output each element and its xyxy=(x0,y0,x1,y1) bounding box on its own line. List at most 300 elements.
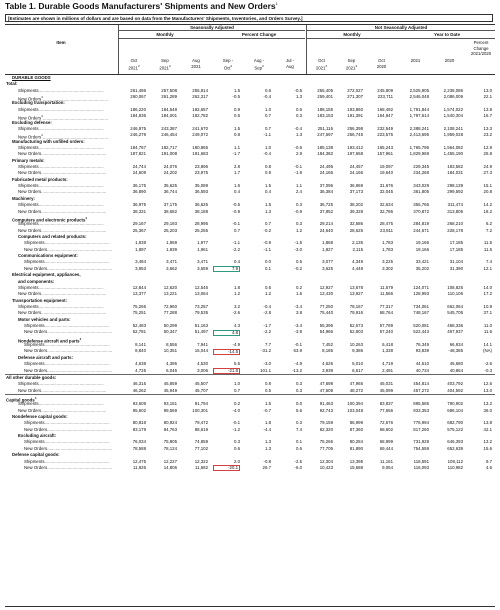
leader-dots: ...................................................... xyxy=(41,208,107,214)
leader-dots: ...................................................... xyxy=(44,361,110,367)
row-label-text: New Orders xyxy=(18,208,42,214)
data-cell: 36,384 xyxy=(319,189,333,195)
data-cell: 32,586 xyxy=(349,221,363,227)
data-cell: 23,896 xyxy=(194,164,208,170)
data-cell: 24,076 xyxy=(163,164,177,170)
row-label-text: New Orders xyxy=(24,329,48,335)
column-header-line1: Oct xyxy=(130,58,138,63)
data-cell: 246,975 xyxy=(130,125,146,131)
column-header xyxy=(119,58,149,71)
data-cell: 520,081 xyxy=(413,323,429,329)
column-header xyxy=(433,58,466,64)
leader-dots: ...................................................... xyxy=(44,323,110,329)
data-cell: 36.0 xyxy=(483,407,492,413)
row-label-text: Nondefense aircraft and parts xyxy=(18,338,80,344)
data-cell: 197,658 xyxy=(347,151,363,157)
data-cell: 1.8 xyxy=(264,420,271,426)
row-label-text: New Orders xyxy=(18,96,42,102)
data-cell: 0.7 xyxy=(233,387,240,393)
data-cell: 12,475 xyxy=(132,458,146,464)
data-cell: -1.1 xyxy=(263,246,271,252)
data-cell: -2.6 xyxy=(484,361,492,367)
data-cell: 1.2 xyxy=(233,291,240,297)
row-label-text: Electrical equipment, appliances, xyxy=(12,272,81,278)
data-cell: 229,345 xyxy=(413,164,429,170)
leader-dots: ...................................................... xyxy=(47,426,113,432)
row-label-text: New Orders xyxy=(24,265,48,271)
data-cell: 0.3 xyxy=(295,420,302,426)
data-cell: 183,582 xyxy=(447,164,463,170)
column-header-year: Oct xyxy=(223,65,231,71)
data-cell: 361,805 xyxy=(413,189,429,195)
data-cell: 180,865 xyxy=(192,144,208,150)
data-cell: 5.5 xyxy=(233,361,240,367)
leader-dots: ...................................................... xyxy=(44,342,110,348)
data-cell: 25,367 xyxy=(132,227,146,233)
data-cell: 24,166 xyxy=(349,170,363,176)
nsa-monthly-header: Monthly xyxy=(343,32,361,37)
data-cell: -0.4 xyxy=(263,303,271,309)
data-cell: 78,167 xyxy=(349,303,363,309)
data-cell: 0.3 xyxy=(295,387,302,393)
highlighted-cell: 4.8 xyxy=(213,330,240,336)
data-cell: 36,744 xyxy=(163,189,177,195)
data-cell: 2.0 xyxy=(233,458,240,464)
not-seasonally-adjusted-header: Not Seasonally Adjusted xyxy=(307,25,495,31)
data-cell: -0.6 xyxy=(294,144,302,150)
item-column-header: Item xyxy=(56,40,66,45)
column-header-line2 xyxy=(213,64,243,71)
data-cell: -0.5 xyxy=(232,94,240,100)
data-cell: -31.2 xyxy=(261,348,271,354)
row-label-text: Shipments xyxy=(24,420,45,426)
row-label-text: Shipments xyxy=(18,202,39,208)
data-cell: 0.5 xyxy=(295,259,302,265)
data-cell: 12,322 xyxy=(194,458,208,464)
data-cell: -0.5 xyxy=(294,87,302,93)
table-title xyxy=(5,1,278,11)
data-cell: -4.0 xyxy=(232,407,240,413)
data-cell: 0.8 xyxy=(233,132,240,138)
data-cell: 545,705 xyxy=(447,310,463,316)
data-cell: 2,413,695 xyxy=(409,132,429,138)
leader-dots: ...................................................... xyxy=(42,134,109,140)
data-cell: 68,602 xyxy=(379,426,393,432)
data-cell: 14,806 xyxy=(163,464,177,470)
data-cell: 108,825 xyxy=(447,284,463,290)
data-cell: 13.8 xyxy=(483,106,492,112)
data-cell: 1.3 xyxy=(295,94,302,100)
data-cell: 4,725 xyxy=(135,367,146,373)
data-cell: 3,471 xyxy=(197,259,208,265)
data-cell: 6,418 xyxy=(382,342,393,348)
data-cell: 1,765,796 xyxy=(409,144,429,150)
data-cell: 47,509 xyxy=(319,387,333,393)
data-cell: 256,745 xyxy=(347,132,363,138)
column-header xyxy=(367,58,396,69)
data-cell: 1.8 xyxy=(233,284,240,290)
data-cell: 0.7 xyxy=(264,221,271,227)
data-cell: 734,061 xyxy=(413,303,429,309)
data-cell: 682,790 xyxy=(447,420,463,426)
data-cell: 13,064 xyxy=(194,291,208,297)
data-cell: 4,448 xyxy=(352,265,363,271)
leader-dots: ...................................................... xyxy=(38,183,104,189)
data-cell: 11,682 xyxy=(195,464,208,470)
leader-dots: ...................................................... xyxy=(47,348,113,354)
leader-dots: ...................................................... xyxy=(44,420,110,426)
data-cell: 20.8 xyxy=(483,189,492,195)
data-cell: 4,626 xyxy=(322,361,333,367)
data-cell: 101.1 xyxy=(260,367,271,373)
data-cell: 26.7 xyxy=(262,464,271,470)
column-header xyxy=(275,58,305,69)
data-cell: 343,029 xyxy=(413,183,429,189)
data-cell: 1.3 xyxy=(264,445,271,451)
row-label-text: Defense aircraft and parts: xyxy=(18,354,74,360)
data-cell: 0.2 xyxy=(233,401,240,407)
data-cell: 187,821 xyxy=(130,151,146,157)
data-cell: 298,139 xyxy=(447,183,463,189)
data-cell: 0.6 xyxy=(295,106,302,112)
data-cell: 2,525,905 xyxy=(409,87,429,93)
data-cell: 241,670 xyxy=(192,125,208,131)
data-cell: 261,486 xyxy=(130,87,146,93)
data-cell: 0.2 xyxy=(295,284,302,290)
data-cell: 12,304 xyxy=(319,458,333,464)
row-label-text: Excluding aircraft: xyxy=(18,433,57,439)
data-cell: 95,602 xyxy=(132,407,146,413)
data-cell: 261,289 xyxy=(161,94,177,100)
data-cell: 31,676 xyxy=(379,183,393,189)
leader-dots: ...................................................... xyxy=(41,151,107,157)
data-cell: 184,767 xyxy=(130,144,146,150)
column-header-year: 2021 xyxy=(345,65,356,71)
header-rule xyxy=(307,38,495,39)
data-cell: -0.1 xyxy=(294,164,302,170)
data-cell: 103,048 xyxy=(347,407,363,413)
row-label-text: New Orders xyxy=(18,291,42,297)
data-cell: 2,115 xyxy=(352,246,363,252)
data-cell: -1.7 xyxy=(263,323,271,329)
data-cell: 1.3 xyxy=(295,132,302,138)
data-cell: 4,638 xyxy=(135,361,146,367)
data-cell: 45,949 xyxy=(163,387,177,393)
data-cell: -3.0 xyxy=(263,361,271,367)
column-header-line2 xyxy=(307,64,336,71)
data-cell: 93,151 xyxy=(163,401,177,407)
row-label-text: Motor vehicles and parts: xyxy=(18,316,71,322)
data-cell: 100,394 xyxy=(347,401,363,407)
data-cell: -2.2 xyxy=(263,329,271,335)
data-cell: -3.4 xyxy=(294,323,302,329)
data-cell: 182,657 xyxy=(192,106,208,112)
data-cell: 0.3 xyxy=(295,113,302,119)
data-cell: 13,221 xyxy=(163,291,177,297)
row-label-text: New Orders xyxy=(18,189,42,195)
leader-dots: ...................................................... xyxy=(44,259,110,265)
column-header-year: Sep xyxy=(254,65,262,71)
year-to-date-header: Year to Date xyxy=(433,32,460,37)
data-cell: -1.7 xyxy=(232,151,240,157)
data-cell: 468,336 xyxy=(447,323,463,329)
data-cell: -0.2 xyxy=(263,227,271,233)
data-cell: 78,124 xyxy=(163,445,177,451)
data-cell: 9.7 xyxy=(485,458,492,464)
leader-dots: ...................................................... xyxy=(44,439,110,445)
data-cell: 77,250 xyxy=(319,303,333,309)
data-cell: 13,430 xyxy=(319,291,333,297)
data-cell: 243,387 xyxy=(161,125,177,131)
data-cell: 4,349 xyxy=(352,259,363,265)
row-label-text: Shipments xyxy=(18,381,39,387)
row-label-text: Shipments xyxy=(18,125,39,131)
leader-dots: ...................................................... xyxy=(41,227,107,233)
data-cell: -0.5 xyxy=(232,202,240,208)
data-cell: 1,959 xyxy=(166,240,177,246)
data-cell: 10,351 xyxy=(163,348,177,354)
data-cell: 45,099 xyxy=(379,387,393,393)
data-cell: 183,153 xyxy=(317,113,333,119)
data-cell: 77,705 xyxy=(319,445,333,451)
data-cell: -0.1 xyxy=(232,221,240,227)
data-cell: 3.8 xyxy=(295,310,302,316)
data-cell: 51,163 xyxy=(194,323,208,329)
data-cell: 13,395 xyxy=(349,458,363,464)
data-cell: 36,890 xyxy=(132,189,146,195)
data-cell: 91,463 xyxy=(319,401,333,407)
data-cell: -0.9 xyxy=(263,240,271,246)
data-cell: -0.9 xyxy=(294,208,302,214)
data-cell: 0.8 xyxy=(264,381,271,387)
data-cell: 0.6 xyxy=(264,87,271,93)
data-cell: 2,135 xyxy=(352,240,363,246)
data-cell: 522,443 xyxy=(413,329,429,335)
column-header-year: 2021 xyxy=(315,65,326,71)
row-label-text: Primary metals: xyxy=(12,157,45,163)
column-header xyxy=(399,58,432,64)
data-cell: 1,783 xyxy=(382,240,393,246)
row-label-text: Fabricated metal products: xyxy=(12,176,68,182)
data-cell: 2.4 xyxy=(295,189,302,195)
column-header-footnote: 2 xyxy=(325,63,328,68)
leader-dots: ...................................................... xyxy=(41,170,107,176)
data-cell: 54,966 xyxy=(319,329,333,335)
data-cell: 79,159 xyxy=(319,420,333,426)
data-cell: 0.7 xyxy=(233,227,240,233)
data-cell: 260,067 xyxy=(130,94,146,100)
data-cell: 75,805 xyxy=(163,439,177,445)
data-cell: 25,255 xyxy=(194,227,208,233)
data-cell: 403,792 xyxy=(447,381,463,387)
column-header-line1: Oct xyxy=(378,58,385,63)
data-cell: 17.2 xyxy=(483,291,492,297)
column-header-year: 2020 xyxy=(444,58,455,63)
data-cell: -2.5 xyxy=(294,458,302,464)
data-cell: 0.3 xyxy=(295,381,302,387)
data-cell: -4.9 xyxy=(232,342,240,348)
data-cell: 68,999 xyxy=(379,439,393,445)
data-cell: 80,924 xyxy=(163,420,177,426)
data-cell: 39,328 xyxy=(349,208,363,214)
data-cell: 0.7 xyxy=(264,125,271,131)
data-cell: 12.9 xyxy=(483,144,492,150)
data-cell: 18.2 xyxy=(483,208,492,214)
data-cell: 652,639 xyxy=(447,445,463,451)
data-cell: 3,077 xyxy=(322,259,333,265)
row-label-text: Shipments xyxy=(18,303,39,309)
data-cell: 33,421 xyxy=(415,259,429,265)
leader-dots: ...................................................... xyxy=(38,202,104,208)
row-label-text: New Orders xyxy=(18,115,42,121)
data-cell: 15.6 xyxy=(483,445,492,451)
column-header-line2 xyxy=(150,64,180,71)
row-label-text: Shipments xyxy=(24,259,45,265)
data-cell: 23,975 xyxy=(194,170,208,176)
data-cell: 895,585 xyxy=(413,401,429,407)
data-cell: 12,844 xyxy=(132,284,146,290)
data-cell: 6,046 xyxy=(166,367,177,373)
data-cell: 40,734 xyxy=(415,367,429,373)
data-cell: 79,535 xyxy=(194,310,208,316)
column-header-line1: Sep - xyxy=(222,58,234,63)
data-cell: 0.9 xyxy=(233,106,240,112)
data-cell: 0.4 xyxy=(233,189,240,195)
data-cell: -0.4 xyxy=(263,94,271,100)
leader-dots: ...................................................... xyxy=(38,164,104,170)
data-cell: 48,272 xyxy=(349,387,363,393)
data-cell: 77,656 xyxy=(379,407,393,413)
row-label-text: Shipments xyxy=(18,284,39,290)
data-cell: 44,510 xyxy=(415,361,429,367)
table-header xyxy=(5,24,495,75)
data-cell: 32,786 xyxy=(379,208,393,214)
row-label-text: Shipments xyxy=(18,401,39,407)
data-cell: 13.0 xyxy=(483,87,492,93)
data-cell: 257,508 xyxy=(161,87,177,93)
data-cell: 76,034 xyxy=(132,439,146,445)
data-cell: 2,491 xyxy=(382,367,393,373)
data-cell: 1.5 xyxy=(233,87,240,93)
data-cell: 12,927 xyxy=(319,284,333,290)
leader-dots: ...................................................... xyxy=(47,246,113,252)
data-cell: 57,240 xyxy=(379,329,393,335)
data-cell: -0.3 xyxy=(484,367,492,373)
leader-dots: ...................................................... xyxy=(47,367,113,373)
data-cell: 73,257 xyxy=(194,303,208,309)
row-label-text: Defense capital goods: xyxy=(12,452,60,458)
data-cell: 36,969 xyxy=(349,183,363,189)
row-label-text: Shipments xyxy=(24,342,45,348)
data-cell: 186,220 xyxy=(130,106,146,112)
data-cell: 3,484 xyxy=(135,259,146,265)
row-label-text: Shipments xyxy=(24,458,45,464)
data-cell: 164,947 xyxy=(377,113,393,119)
data-cell: 45,680 xyxy=(449,361,463,367)
row-label-text: Shipments xyxy=(24,323,45,329)
data-cell: 817,260 xyxy=(413,426,429,432)
data-cell: 1.7 xyxy=(233,170,240,176)
data-cell: 13.8 xyxy=(483,420,492,426)
row-footnote: 4 xyxy=(34,395,37,400)
leader-dots: ...................................................... xyxy=(47,329,113,335)
data-cell: 255,914 xyxy=(192,87,208,93)
sa-percent-change-header: Percent Change xyxy=(241,32,277,37)
column-header xyxy=(337,58,366,71)
data-cell: 35,625 xyxy=(163,183,177,189)
data-cell: 42.1 xyxy=(483,426,492,432)
data-cell: 1,868 xyxy=(322,240,333,246)
data-cell: 0.4 xyxy=(264,189,271,195)
data-cell: 1.1 xyxy=(295,183,302,189)
row-label-text: Machinery: xyxy=(12,195,35,201)
leader-dots: ...................................................... xyxy=(41,189,107,195)
title-footnote: 1 xyxy=(275,1,278,7)
highlighted-cell: -20.1 xyxy=(213,465,240,471)
data-cell: 188,155 xyxy=(317,106,333,112)
data-cell: 0.9 xyxy=(264,170,271,176)
leader-dots: ...................................................... xyxy=(41,291,107,297)
data-cell: 0.4 xyxy=(233,259,240,265)
data-cell: 191,008 xyxy=(161,151,177,157)
data-cell: 2.8 xyxy=(233,164,240,170)
column-header-line2 xyxy=(244,64,274,71)
row-label-text: Manufacturing with unfilled orders: xyxy=(12,138,85,144)
data-cell: 933,353 xyxy=(413,407,429,413)
row-label-text: Shipments xyxy=(18,144,39,150)
data-cell: (NA) xyxy=(483,348,492,354)
data-cell: 19,166 xyxy=(415,240,429,246)
data-cell: 249,072 xyxy=(192,132,208,138)
data-cell: -1.9 xyxy=(294,170,302,176)
data-cell: 0.3 xyxy=(233,439,240,445)
data-cell: 31,390 xyxy=(449,265,463,271)
data-cell: 6,617 xyxy=(352,367,363,373)
data-cell: 1.3 xyxy=(264,439,271,445)
data-cell: 4,395 xyxy=(166,361,177,367)
data-cell: 11.0 xyxy=(483,323,492,329)
column-header-line2 xyxy=(433,58,466,64)
data-cell: 454,814 xyxy=(413,381,429,387)
data-cell: -3.4 xyxy=(294,303,302,309)
row-label-text: New Orders xyxy=(18,151,42,157)
data-cell: 36,175 xyxy=(132,183,146,189)
data-cell: 11.5 xyxy=(483,246,492,252)
row-label-text: Shipments xyxy=(24,361,45,367)
leader-dots: ...................................................... xyxy=(41,387,107,393)
leader-dots: ...................................................... xyxy=(41,407,107,413)
data-cell: 14.0 xyxy=(483,284,492,290)
data-cell: 37,173 xyxy=(349,189,363,195)
data-cell: 575,122 xyxy=(447,426,463,432)
row-label-text: Transportation equipment: xyxy=(12,297,68,303)
data-cell: 16.7 xyxy=(483,113,492,119)
section-row xyxy=(5,394,495,401)
data-cell: 191,683 xyxy=(192,151,208,157)
row-footnote: 4 xyxy=(41,114,43,119)
data-cell: 246,454 xyxy=(161,132,177,138)
data-cell: 75,251 xyxy=(132,310,146,316)
data-cell: 193,860 xyxy=(347,106,363,112)
data-cell: 24,495 xyxy=(319,164,333,170)
data-cell: 28,995 xyxy=(194,221,208,227)
data-cell: 32,634 xyxy=(379,202,393,208)
column-header-line2 xyxy=(181,64,211,70)
data-cell: 7.4 xyxy=(295,426,302,432)
data-cell: 2,546,048 xyxy=(409,94,429,100)
data-cell: 7.2 xyxy=(485,227,492,233)
table-body xyxy=(5,75,495,471)
